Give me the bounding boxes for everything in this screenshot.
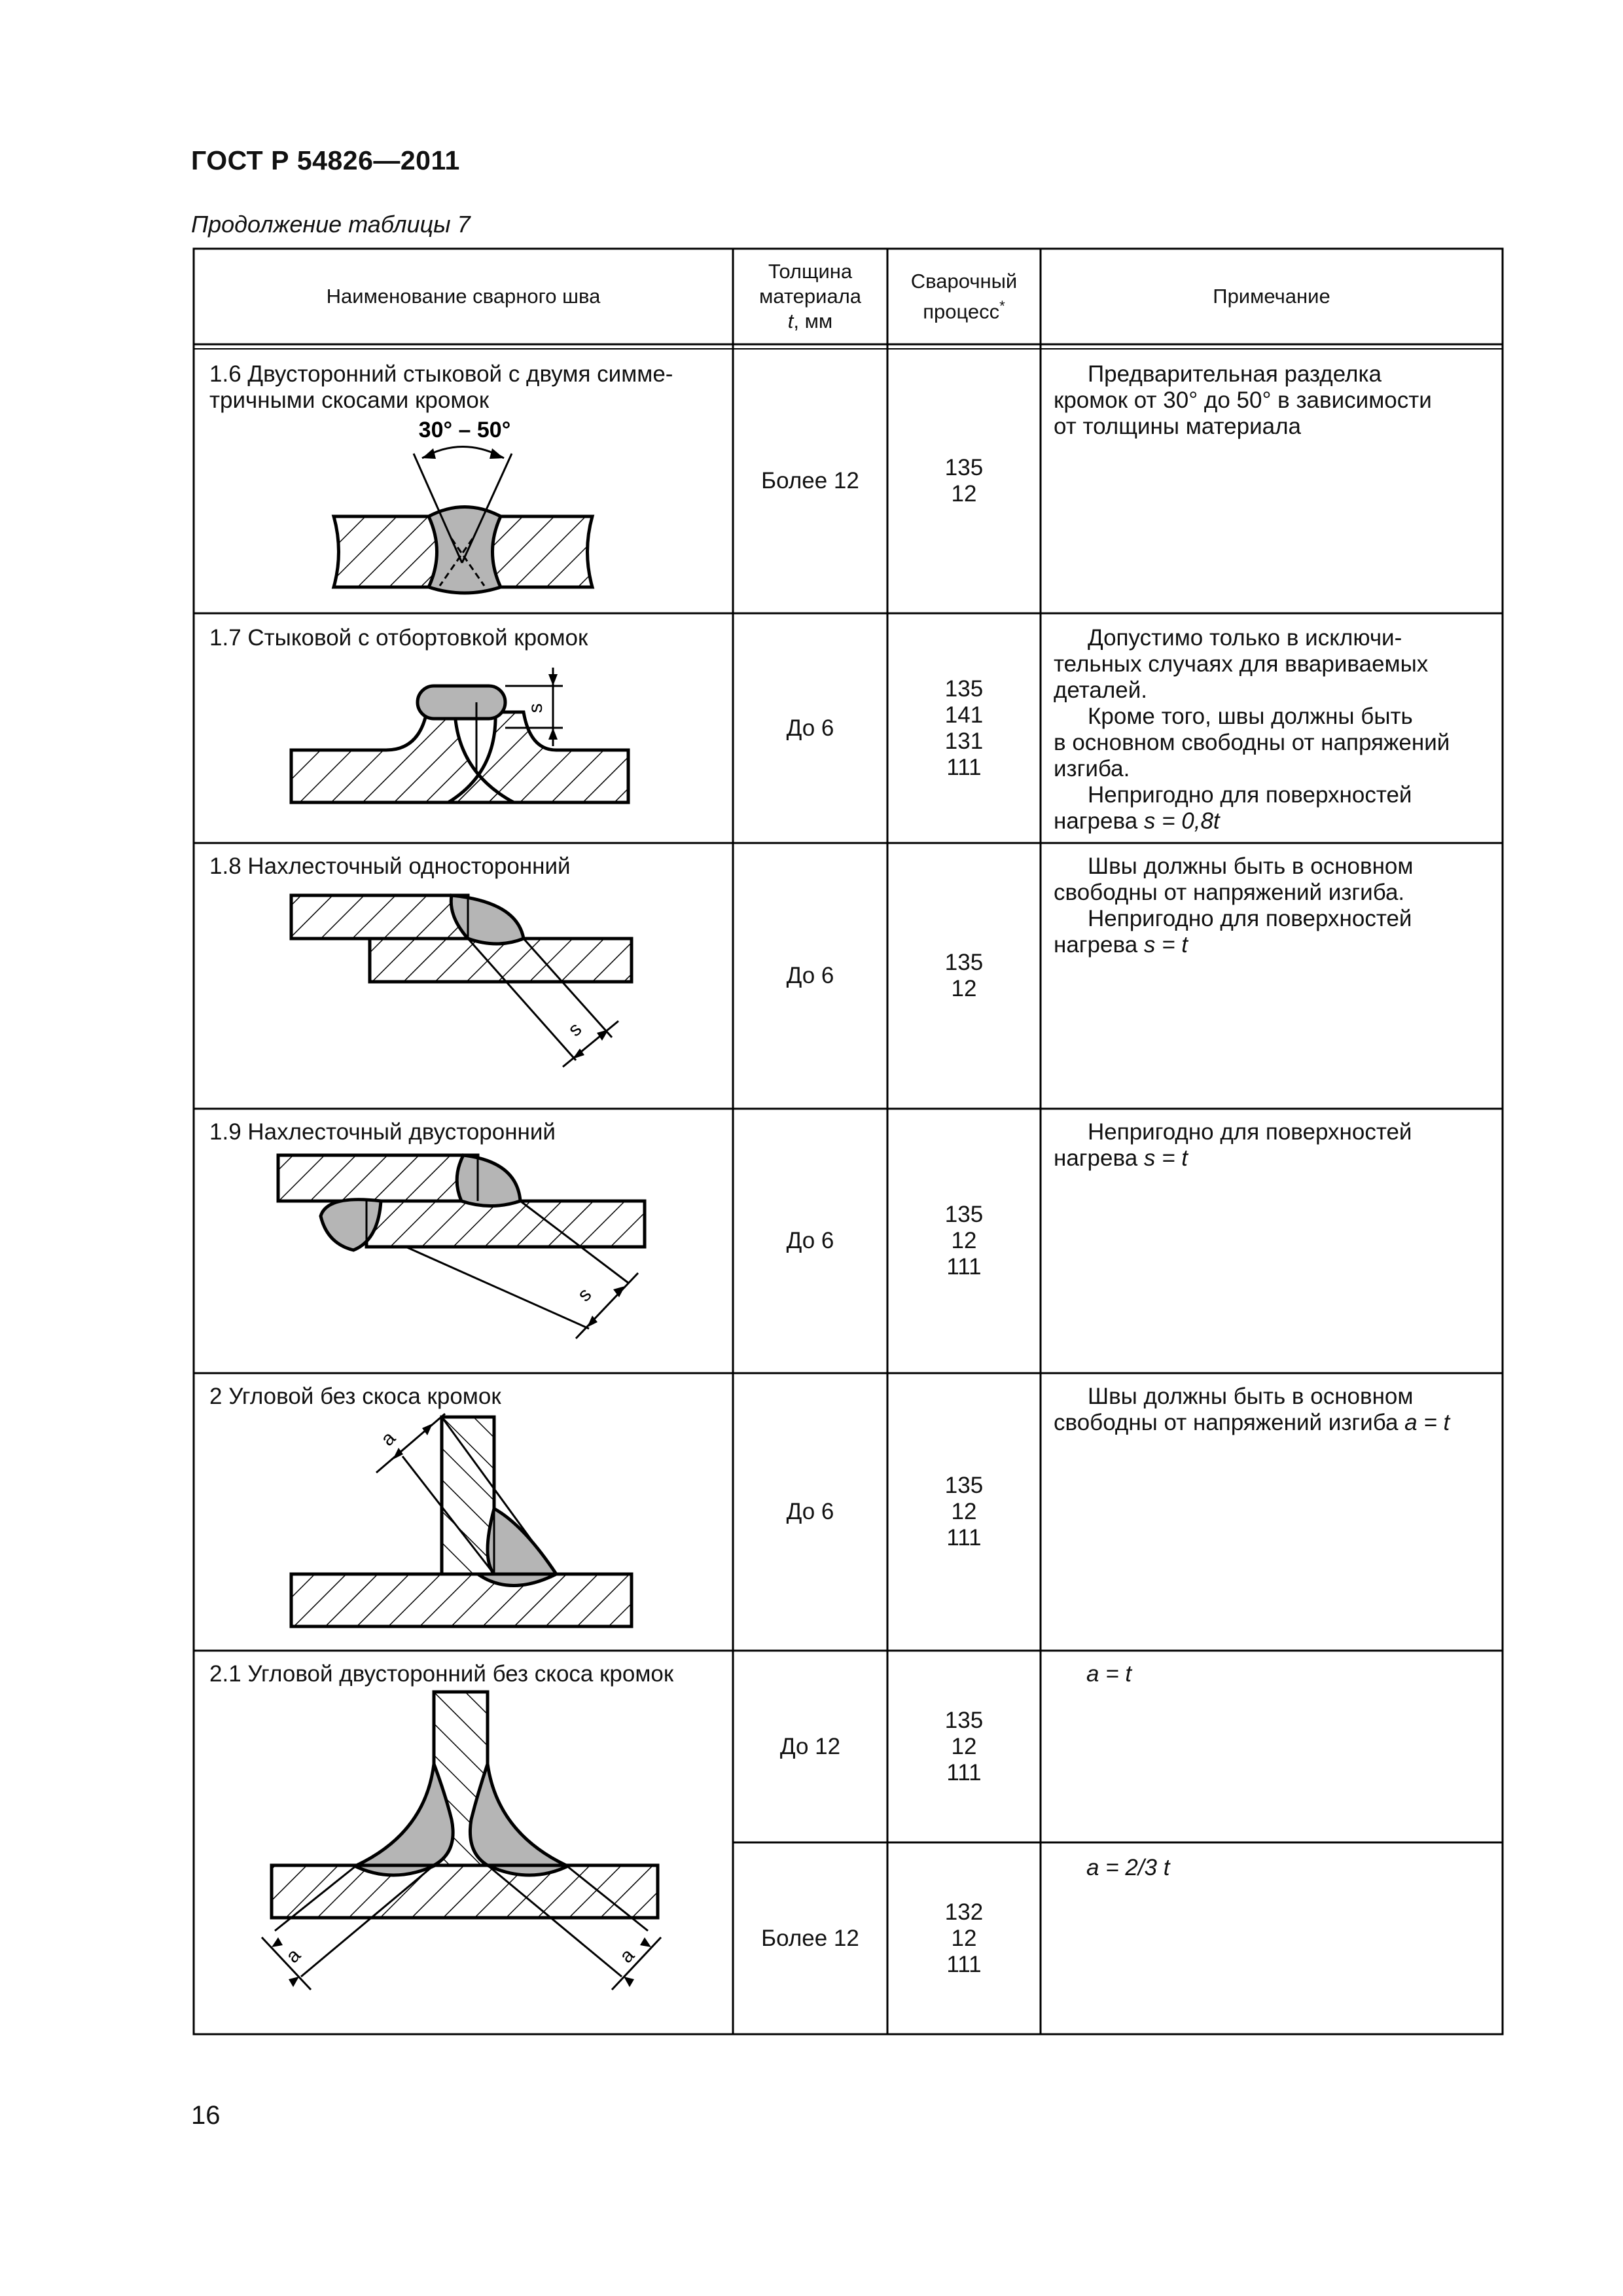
- row-1-6-name: 1.6 Двусторонний стыковой с двумя симме- тричными скосами кромок: [209, 361, 673, 413]
- row-1-8-note: Швы должны быть в основном свободны от напряжений изгиба. Непригодно для поверхностей нагрева s = t: [1054, 853, 1414, 958]
- header-note: Примечание: [1213, 285, 1330, 308]
- row-1-6-thickness: Более 12: [761, 468, 859, 493]
- svg-text:s: s: [564, 1018, 586, 1041]
- row-1-8-process: 135 12: [944, 950, 984, 1001]
- row-2-name: 2 Угловой без скоса кромок: [209, 1384, 501, 1409]
- svg-text:a: a: [281, 1944, 305, 1967]
- row-2-1-name: 2.1 Угловой двусторонний без скоса кромок: [209, 1661, 674, 1687]
- row-1-9-name: 1.9 Нахлесточный двусторонний: [209, 1119, 556, 1145]
- svg-text:s: s: [525, 703, 546, 713]
- row-2-thickness: До 6: [786, 1499, 834, 1524]
- row-1-7-process: 135 141 131 111: [944, 675, 984, 780]
- svg-text:s: s: [573, 1283, 596, 1306]
- svg-text:a: a: [376, 1427, 400, 1450]
- row-2-1-thickness-b: Более 12: [761, 1925, 859, 1951]
- row-1-9-process: 135 12 111: [944, 1202, 984, 1280]
- document-title: ГОСТ Р 54826—2011: [191, 145, 460, 175]
- header-process: Сварочный процесс*: [910, 269, 1018, 323]
- row-2-1-note-a: a = t: [1086, 1661, 1132, 1687]
- row-2-1-thickness-a: До 12: [779, 1733, 841, 1759]
- row-1-7-name: 1.7 Стыковой с отбортовкой кромок: [209, 625, 588, 651]
- header-thickness: Толщина материала t, мм: [758, 260, 862, 332]
- row-1-7-thickness: До 6: [786, 715, 834, 741]
- row-2-process: 135 12 111: [944, 1473, 984, 1551]
- row-2-1-process-a: 135 12 111: [944, 1707, 984, 1785]
- page-number: 16: [191, 2101, 221, 2130]
- row-1-8-name: 1.8 Нахлесточный односторонний: [209, 853, 571, 879]
- row-1-6-process: 135 12: [944, 455, 984, 507]
- svg-text:a: a: [615, 1944, 639, 1967]
- row-1-7-note: Допустимо только в исключи- тельных случаях для ввариваемых деталей. Кроме того, швы должны быть в основном свободны от напряжений изгиба. Непригодно для поверхностей нагрева s = 0,8t: [1054, 625, 1450, 834]
- row-2-1-process-b: 132 12 111: [944, 1899, 984, 1977]
- row-2-note: Швы должны быть в основном свободны от напряжений изгиба a = t: [1054, 1384, 1450, 1435]
- row-1-6-note: Предварительная разделка кромок от 30° до 50° в зависимости от толщины материала: [1054, 361, 1432, 439]
- row-1-8-thickness: До 6: [786, 963, 834, 988]
- angle-label: 30° – 50°: [418, 418, 511, 442]
- table-caption: Продолжение таблицы 7: [191, 211, 471, 238]
- row-2-1-note-b: a = 2/3 t: [1086, 1855, 1170, 1880]
- header-name: Наименование сварного шва: [326, 285, 601, 308]
- row-1-9-note: Непригодно для поверхностей нагрева s = t: [1054, 1119, 1412, 1171]
- row-1-9-thickness: До 6: [786, 1228, 834, 1253]
